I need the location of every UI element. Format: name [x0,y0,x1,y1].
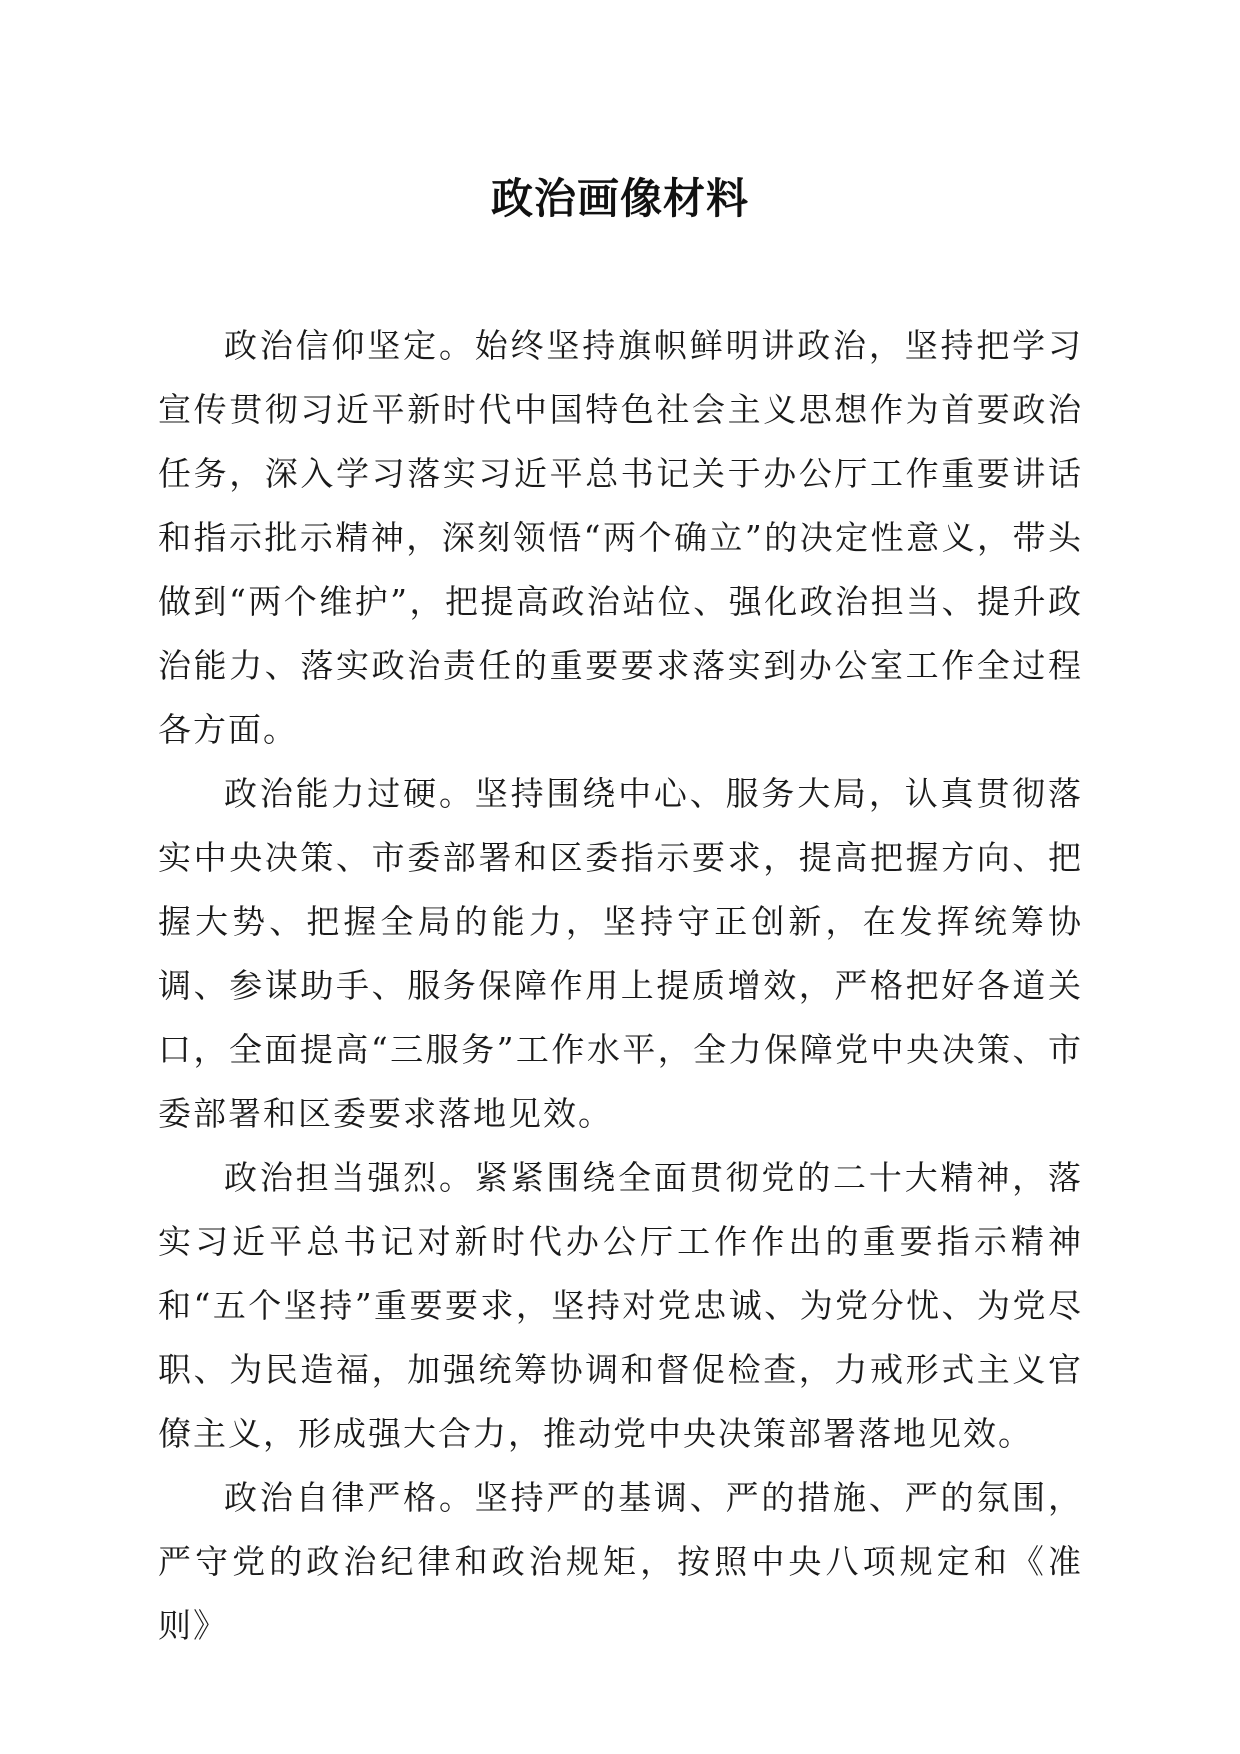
document-title: 政治画像材料 [490,174,749,223]
document-body [158,314,1083,1658]
paragraph-political-discipline: 政治自律严格。坚持严的基调、严的措施、严的氛围，严守党的政治纪律和政治规矩，按照中央八项规定和《准则》 [158,1478,1083,1645]
paragraph-political-responsibility: 政治担当强烈。紧紧围绕全面贯彻党的二十大精神，落实习近平总书记对新时代办公厅工作作出的重要指示精神和“五个坚持”重要要求，坚持对党忠诚、为党分忧、为党尽职、为民造福，加强统筹协调和督促检查，力戒形式主义官僚主义，形成强大合力，推动党中央决策部署落地见效。 [158,1158,1083,1453]
paragraph-political-ability: 政治能力过硬。坚持围绕中心、服务大局，认真贯彻落实中央决策、市委部署和区委指示要求，提高把握方向、把握大势、把握全局的能力，坚持守正创新，在发挥统筹协调、参谋助手、服务保障作用上提质增效，严格把好各道关口，全面提高“三服务”工作水平，全力保障党中央决策、市委部署和区委要求落地见效。 [158,774,1083,1133]
paragraph-political-belief: 政治信仰坚定。始终坚持旗帜鲜明讲政治，坚持把学习宣传贯彻习近平新时代中国特色社会主义思想作为首要政治任务，深入学习落实习近平总书记关于办公厅工作重要讲话和指示批示精神，深刻领悟“两个确立”的决定性意义，带头做到“两个维护”，把提高政治站位、强化政治担当、提升政治能力、落实政治责任的重要要求落实到办公室工作全过程各方面。 [158,326,1083,749]
